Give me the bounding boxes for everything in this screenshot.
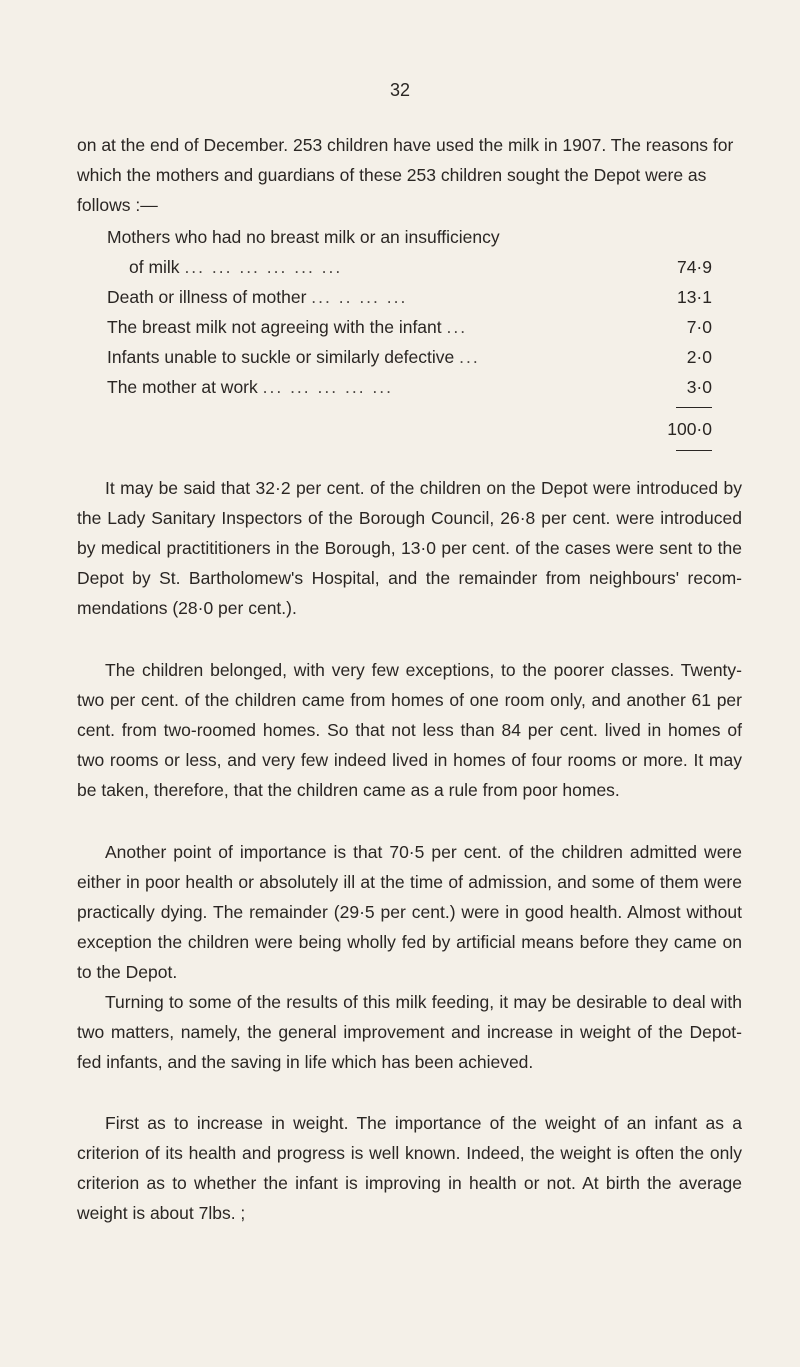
leader-dots: ... .. ... ... [311, 287, 408, 307]
body-paragraph: First as to increase in weight. The importance of the weight of an infant as a criterion of its health and progress is well known. Indeed, the weight is often the only criterion as to whether the infant is improving in health or not. At birth the average weight is about 7lbs. ; [77, 1113, 742, 1223]
reasons-table [107, 222, 712, 402]
reason-value: 3·0 [686, 377, 712, 397]
total-rule-top [676, 407, 712, 408]
reason-row [107, 222, 712, 282]
reason-value: 2·0 [686, 347, 712, 367]
reason-row [107, 342, 712, 372]
reason-value: 13·1 [676, 287, 712, 307]
total-rule-bottom [676, 450, 712, 451]
total-value: 100·0 [667, 419, 712, 439]
body-paragraph: It may be said that 32·2 per cent. of the children on the Depot were introduced by the Lady Sanitary Inspectors of the Borough Council, 26·8 per cent. were introduced by medical practititioners in the Borough, 13·0 per cent. of the cases were sent to the Depot by St. Bartholomew's Hospital, and the remainder from neighbours' recom-mendations (28·0 per cent.). [77, 478, 742, 618]
reason-value: 7·0 [686, 317, 712, 337]
reason-label: The mother at work ... ... ... ... ... [107, 377, 394, 397]
body-paragraph: The children belonged, with very few exceptions, to the poorer classes. Twenty-two per cent. of the children came from homes of one room only, and another 61 per cent. from two-roomed homes. So that not less than 84 per cent. lived in homes of two rooms or less, and very few indeed lived in homes of four rooms or more. It may be taken, therefore, that the children came as a rule from poor homes. [77, 660, 742, 800]
reason-label-continued: of milk ... ... ... ... ... ... [129, 257, 343, 277]
reason-row [107, 372, 712, 402]
page-number: 32 [389, 80, 411, 100]
reason-row [107, 282, 712, 312]
reason-label: Mothers who had no breast milk or an insufficiency [107, 227, 500, 247]
body-paragraph: Another point of importance is that 70·5 per cent. of the children admitted were either in poor health or absolutely ill at the time of admission, and some of them were practically dying. The remainder (29·5 per cent.) were in good health. Almost without exception the children were being wholly fed by artificial means before they came on to the Depot. [77, 842, 742, 982]
leader-dots: ... ... ... ... ... [262, 377, 394, 397]
reason-row [107, 312, 712, 342]
intro-paragraph: on at the end of December. 253 children have used the milk in 1907. The reasons for which the mothers and guardians of these 253 children sought the Depot were as follows :— [77, 135, 734, 215]
reason-label: Death or illness of mother ... .. ... ... [107, 287, 408, 307]
leader-dots: ... ... ... ... ... ... [184, 257, 343, 277]
leader-dots: ... [446, 317, 468, 337]
reason-label: The breast milk not agreeing with the infant ... [107, 317, 468, 337]
reason-value: 74·9 [676, 257, 712, 277]
leader-dots: ... [459, 347, 480, 367]
body-paragraph: Turning to some of the results of this milk feeding, it may be desirable to deal with two matters, namely, the general improvement and increase in weight of the Depot-fed infants, and the saving in life which has been achieved. [77, 992, 742, 1072]
reason-label: Infants unable to suckle or similarly defective ... [107, 347, 480, 367]
